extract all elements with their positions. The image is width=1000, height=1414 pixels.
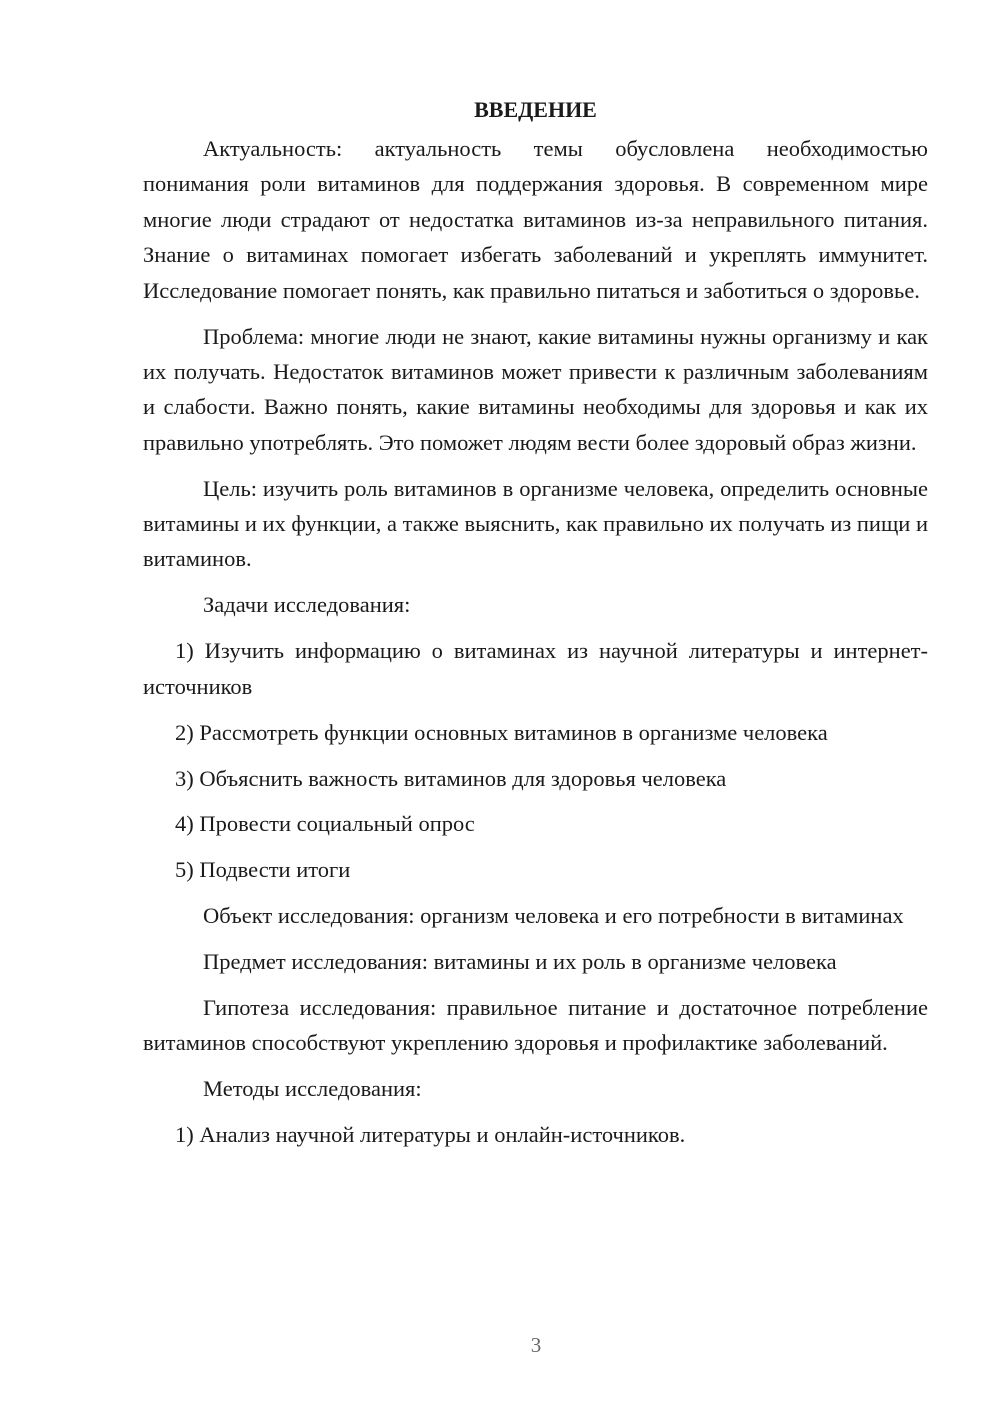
object-paragraph: Объект исследования: организм человека и его потребности в витаминах (203, 903, 904, 929)
section-title: ВВЕДЕНИЕ (474, 97, 597, 122)
task-item: 2) Рассмотреть функции основных витаминов в организме человека (175, 719, 828, 745)
methods-heading: Методы исследования: (203, 1076, 422, 1102)
task-item: 5) Подвести итоги (175, 857, 351, 883)
goal-paragraph: Цель: изучить роль витаминов в организме человека, определить основные витамины и их функции, а также выяснить, как правильно их получать из пищи и витаминов. (143, 475, 928, 572)
hypothesis-paragraph: Гипотеза исследования: правильное питание и достаточное потребление витаминов способствуют укреплению здоровья и профилактике заболеваний. (143, 995, 928, 1056)
document-page (143, 92, 928, 1163)
task-item: 1) Изучить информацию о витаминах из научной литературы и интернет-источников (143, 638, 928, 699)
subject-paragraph: Предмет исследования: витамины и их роль в организме человека (203, 949, 837, 975)
page-number: 3 (530, 1333, 542, 1357)
tasks-heading: Задачи исследования: (203, 592, 411, 618)
problem-paragraph: Проблема: многие люди не знают, какие витамины нужны организму и как их получать. Недостаток витаминов может привести к различным заболеваниям и слабости. Важно понять, какие витамины необходимы для здоровья и как их правильно употреблять. Это поможет людям вести более здоровый образ жизни. (143, 323, 928, 455)
task-item: 4) Провести социальный опрос (175, 811, 475, 837)
task-item: 3) Объяснить важность витаминов для здоровья человека (175, 765, 727, 791)
method-item: 1) Анализ научной литературы и онлайн-источников. (175, 1122, 686, 1148)
relevance-paragraph: Актуальность: актуальность темы обусловлена необходимостью понимания роли витаминов для поддержания здоровья. В современном мире многие люди страдают от недостатка витаминов из-за неправильного питания. Знание о витаминах помогает избегать заболеваний и укреплять иммунитет. Исследование помогает понять, как правильно питаться и заботиться о здоровье. (143, 136, 928, 303)
